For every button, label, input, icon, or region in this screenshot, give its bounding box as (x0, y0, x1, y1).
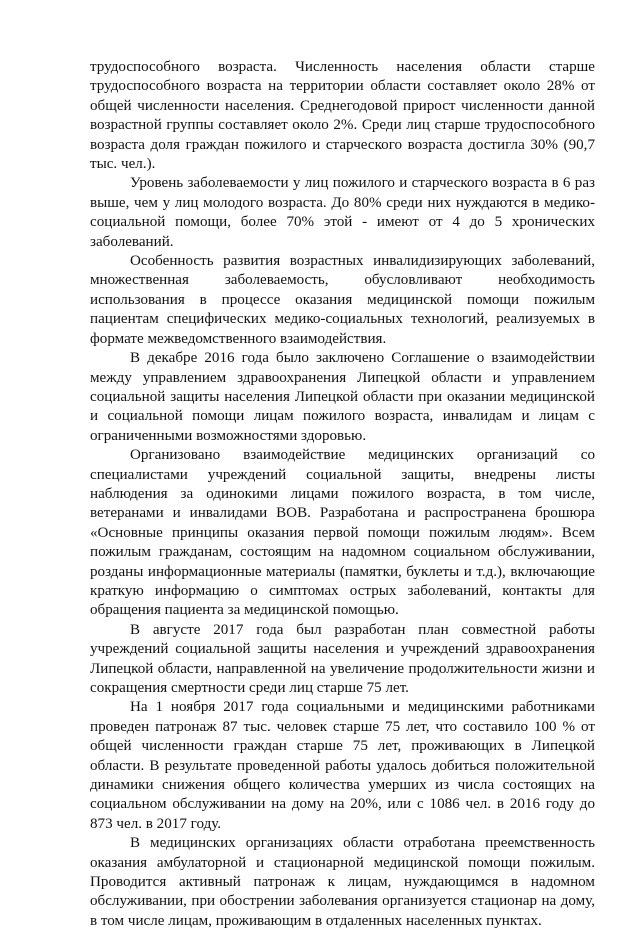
paragraph-cooperation-agreement: В декабре 2016 года было заключено Соглашение о взаимодействии между управлением здравоохранения Липецкой области и управлением социальной защиты населения Липецкой области при оказании медицинской и социальной помощи лицам пожилого возраста, инвалидам и лицам с ограниченными возможностями здоровью. (90, 350, 595, 444)
paragraph-patronage-results: На 1 ноября 2017 года социальными и медицинскими работниками проведен патронаж 87 тыс. человек старше 75 лет, что составило 100 % от общей численности граждан старше 75 лет, проживающих в Липецкой области. В результате проведенной работы удалось добиться положительной динамики снижения общего количества умерших из числа состоящих на социальном обслуживании на дому на 20%, или с 1086 чел. в 2016 году до 873 чел. в 2017 году. (90, 699, 595, 832)
paragraph-morbidity-level: Уровень заболеваемости у лиц пожилого и старческого возраста в 6 раз выше, чем у лиц молодого возраста. До 80% среди них нуждаются в медико-социальной помощи, более 70% этой - имеют от 4 до 5 хронических заболеваний. (90, 175, 595, 250)
paragraph-working-age-population: трудоспособного возраста. Численность населения области старше трудоспособного возраста на территории области составляет около 28% от общей численности населения. Среднегодовой прирост численности данной возрастной группы составляет около 2%. Среди лиц старше трудоспособного возраста доля граждан пожилого и старческого возраста достигла 30% (90,7 тыс. чел.). (90, 59, 595, 173)
document-page (90, 58, 595, 931)
paragraph-organized-interaction: Организовано взаимодействие медицинских организаций со специалистами учреждений социальной защиты, внедрены листы наблюдения за одинокими лицами пожилого возраста, в том числе, ветеранами и инвалидами ВОВ. Разработана и распространена брошюра «Основные принципы оказания первой помощи пожилым людям». Всем пожилым гражданам, состоящим на надомном социальном обслуживании, розданы информационные материалы (памятки, буклеты и т.д.), включающие краткую информацию о симптомах острых заболеваний, контакты для обращения пациента за медицинской помощью. (90, 447, 595, 619)
paragraph-continuity-of-care: В медицинских организациях области отработана преемственность оказания амбулаторной и стационарной медицинской помощи пожилым. Проводится активный патронаж к лицам, нуждающимся в надомном обслуживании, при обострении заболевания организуется стационар на дому, в том числе лицам, проживающим в отдаленных населенных пунктах. (90, 835, 595, 929)
paragraph-disabling-diseases: Особенность развития возрастных инвалидизирующих заболеваний, множественная заболеваемость, обусловливают необходимость использования в процессе оказания медицинской помощи пожилым пациентам специфических медико-социальных технологий, реализуемых в формате межведомственного взаимодействия. (90, 253, 595, 347)
paragraph-joint-work-plan: В августе 2017 года был разработан план совместной работы учреждений социальной защиты населения и учреждений здравоохранения Липецкой области, направленной на увеличение продолжительности жизни и сокращения смертности среди лиц старше 75 лет. (90, 621, 595, 696)
